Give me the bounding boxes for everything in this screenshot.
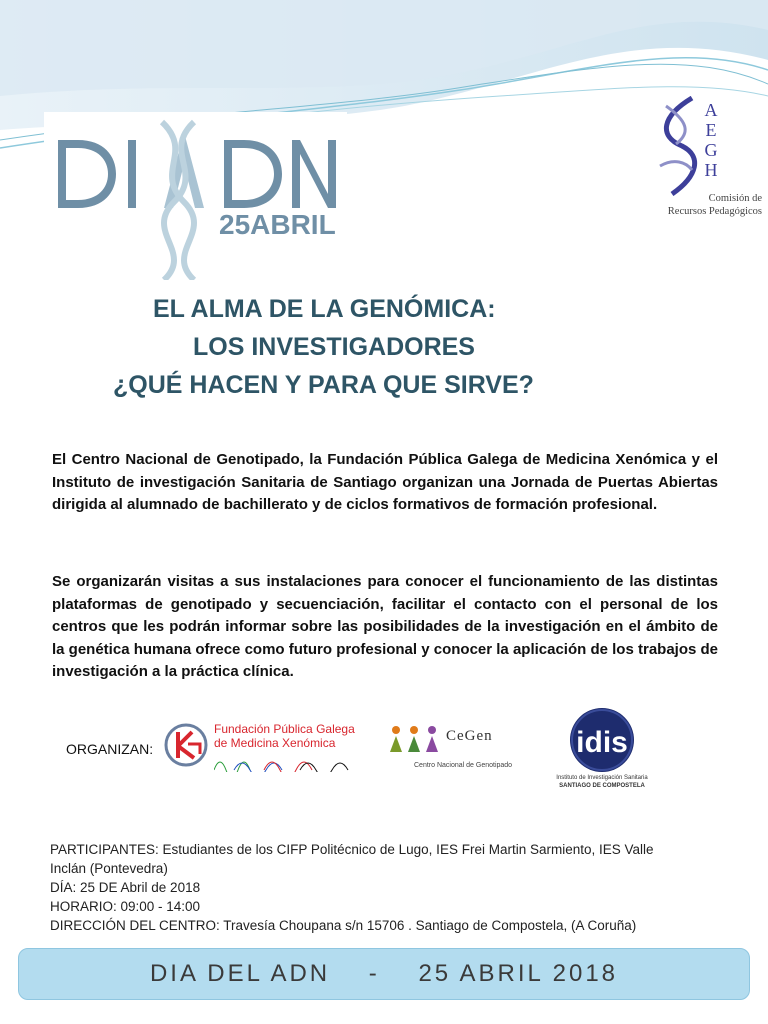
idis-emblem-icon (550, 706, 654, 772)
intro-paragraph: El Centro Nacional de Genotipado, la Fundación Pública Galega de Medicina Xenómica y el Instituto de investigación Sanitaria de Santiago organizan una Jornada de Puertas Abiertas dirigida al alumnado de bachillerato y de ciclos formativos de formación profesional. (52, 451, 718, 513)
event-schedule: HORARIO: 09:00 - 14:00 (50, 899, 201, 914)
aegh-caption: Comisión de Recursos Pedagógicos (667, 193, 762, 217)
title-line-3: ¿QUÉ HACEN Y PARA QUE SIRVE? (113, 371, 534, 399)
details-paragraph: Se organizarán visitas a sus instalaciones para conocer el funcionamiento de las distintas plataformas de genotipado y secuenciación, facilitar el contacto con el personal de los centros que les podrán informar sobre las posibilidades de la investigación en el ámbito de la genética humana ofrece como futuro profesional y conocer la aplicación de los trabajos de investigación a la práctica clínica. (52, 573, 719, 680)
title-line-2: LOS INVESTIGADORES (193, 333, 475, 361)
cegen-caption: Centro Nacional de Genotipado (414, 762, 513, 769)
title-line-1: EL ALMA DE LA GENÓMICA: (153, 295, 496, 323)
event-address: DIRECCIÓN DEL CENTRO: Travesía Choupana s/n 15706 . Santiago de Compostela, (A Coruña) (50, 918, 637, 933)
fpg-emblem-icon (162, 720, 210, 770)
cegen-name: CeGen (446, 728, 493, 744)
people-figures-icon (388, 724, 444, 754)
aegh-letters: A E G H (704, 100, 718, 180)
idis-wordmark: idis (576, 726, 628, 759)
event-info (50, 840, 750, 935)
idis-caption: Instituto de Investigación Sanitaria SANTIAGO DE COMPOSTELA (556, 775, 648, 789)
dia-adn-logo (44, 112, 347, 280)
participants-line-1: PARTICIPANTES: Estudiantes de los CIFP Politécnico de Lugo, IES Frei Martin Sarmiento, IES Valle (50, 842, 654, 857)
cegen-logo (388, 720, 516, 778)
fpg-name: Fundación Pública Galega de Medicina Xenómica (214, 722, 355, 750)
fpg-logo (162, 718, 362, 772)
event-day: DÍA: 25 DE Abril de 2018 (50, 880, 201, 895)
organizers-label: ORGANIZAN: (66, 741, 154, 757)
sequence-trace-icon (214, 752, 354, 772)
idis-logo (550, 706, 654, 796)
footer-text: DIA DEL ADN - 25 ABRIL 2018 (149, 960, 619, 987)
footer-banner (18, 948, 750, 1000)
dia-logo-date: 25ABRIL (219, 209, 336, 240)
participants-line-2: Inclán (Pontevedra) (50, 861, 168, 876)
aegh-logo (652, 92, 762, 224)
